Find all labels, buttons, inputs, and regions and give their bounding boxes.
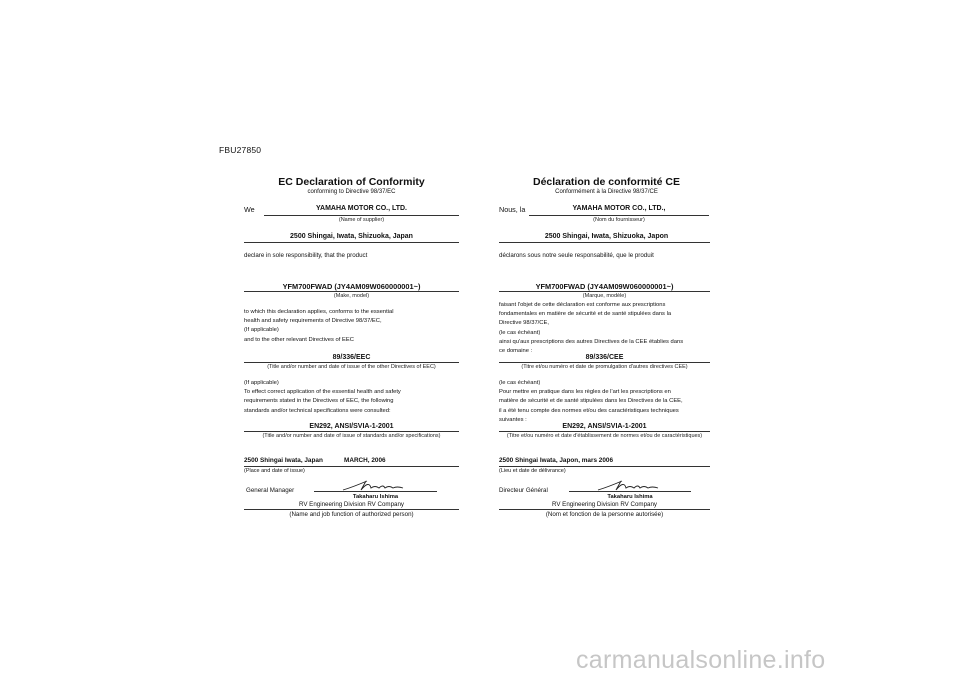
declaration-subtitle: conforming to Directive 98/37/EC <box>307 189 396 195</box>
signature-line <box>569 491 691 492</box>
standards-line <box>244 431 459 432</box>
declare-text: declare in sole responsibility, that the product <box>244 252 368 259</box>
directive-line <box>244 362 459 363</box>
standards-note: (Title and/or number and date of issue of standards and/or specifications) <box>262 433 441 439</box>
signer-line <box>499 509 710 510</box>
declare-text: déclarons sous notre seule responsabilité, que le produit <box>499 252 654 259</box>
supplier-note: (Name of supplier) <box>338 217 385 223</box>
model-line <box>244 291 459 292</box>
declaration-title: EC Declaration of Conformity <box>278 176 425 188</box>
directive-note: (Titre et/ou numéro et date de promulgation d'autres directives CEE) <box>521 364 688 370</box>
date-of-issue: MARCH, 2006 <box>344 457 386 464</box>
signature-line <box>314 491 437 492</box>
directive-number: 89/336/EEC <box>332 354 371 361</box>
job-function: Directeur Général <box>499 487 548 494</box>
directive-number: 89/336/CEE <box>585 354 624 361</box>
supplier-name: YAMAHA MOTOR CO., LTD. <box>316 205 407 212</box>
standards-paragraph: (If applicable) To effect correct application of the essential health and safety requirements stated in the Directives of EEC, the following standards and/or technical specifications were consulted: <box>244 380 401 414</box>
signer-name: Takaharu Ishima <box>352 494 399 500</box>
signer-note: (Nom et fonction de la personne autorisée) <box>545 511 664 518</box>
standards-line <box>499 431 710 432</box>
place-note: (Place and date of issue) <box>244 468 305 474</box>
place-line <box>499 466 710 467</box>
supplier-address: 2500 Shingai, Iwata, Shizuoka, Japan <box>290 233 413 240</box>
french-declaration <box>499 0 714 678</box>
place-and-date-of-issue: 2500 Shingai Iwata, Japon, mars 2006 <box>499 457 614 464</box>
supplier-address: 2500 Shingai, Iwata, Shizuoka, Japon <box>544 233 669 240</box>
address-line <box>244 242 459 243</box>
we-label: Nous, la <box>499 205 526 214</box>
signer-division: RV Engineering Division RV Company <box>298 501 404 508</box>
directive-note: (Title and/or number and date of issue of the other Directives of EEC) <box>267 364 436 370</box>
declaration-title: Déclaration de conformité CE <box>532 176 681 188</box>
job-function: General Manager <box>246 487 295 494</box>
supplier-name: YAMAHA MOTOR CO., LTD., <box>572 205 666 212</box>
english-declaration <box>244 0 459 678</box>
document-code: FBU27850 <box>219 145 262 155</box>
model-line <box>499 291 710 292</box>
conformity-paragraph: to which this declaration applies, conforms to the essential health and safety requirements of Directive 98/37/EC, (If applicable) and to the other relevant Directives of EEC <box>244 309 394 343</box>
supplier-line <box>264 215 459 216</box>
watermark-text: carmanualsonline.info <box>576 646 826 674</box>
signer-division: RV Engineering Division RV Company <box>551 501 657 508</box>
declaration-subtitle: Conformément à la Directive 98/37/CE <box>555 189 658 195</box>
model-note: (Marque, modèle) <box>582 293 627 299</box>
standards-paragraph: (le cas échéant) Pour mettre en pratique dans les règles de l'art les prescriptions en matière de sécurité et de santé stipulées dans les Directives de la CEE, il a été tenu compte des normes et/ou des caractéristiques techniques suivantes : <box>499 380 683 423</box>
place-of-issue: 2500 Shingai Iwata, Japan <box>244 457 323 464</box>
place-line <box>244 466 459 467</box>
conformity-paragraph: faisant l'objet de cette déclaration est conforme aux prescriptions fondamentales en matière de sécurité et de santé stipulées dans la Directive 98/37/CE, (le cas échéant) ainsi qu'aux prescriptions des autres Directives de la CEE établies dans ce domaine : <box>499 302 684 355</box>
supplier-line <box>529 215 709 216</box>
signer-line <box>244 509 459 510</box>
place-note: (Lieu et date de délivrance) <box>499 468 566 474</box>
address-line <box>499 242 710 243</box>
signer-name: Takaharu Ishima <box>607 494 653 500</box>
directive-line <box>499 362 710 363</box>
standards-note: (Titre et/ou numéro et date d'établissement de normes et/ou de caractéristiques) <box>506 433 703 439</box>
supplier-note: (Nom du fournisseur) <box>593 217 645 223</box>
product-model: YFM700FWAD (JY4AM09W060000001~) <box>535 282 674 291</box>
standards-list: EN292, ANSI/SVIA-1-2001 <box>309 423 394 430</box>
standards-list: EN292, ANSI/SVIA-1-2001 <box>562 423 647 430</box>
signer-note: (Name and job function of authorized person) <box>289 511 414 518</box>
model-note: (Make, model) <box>333 293 370 299</box>
we-label: We <box>244 205 255 214</box>
product-model: YFM700FWAD (JY4AM09W060000001~) <box>282 282 421 291</box>
